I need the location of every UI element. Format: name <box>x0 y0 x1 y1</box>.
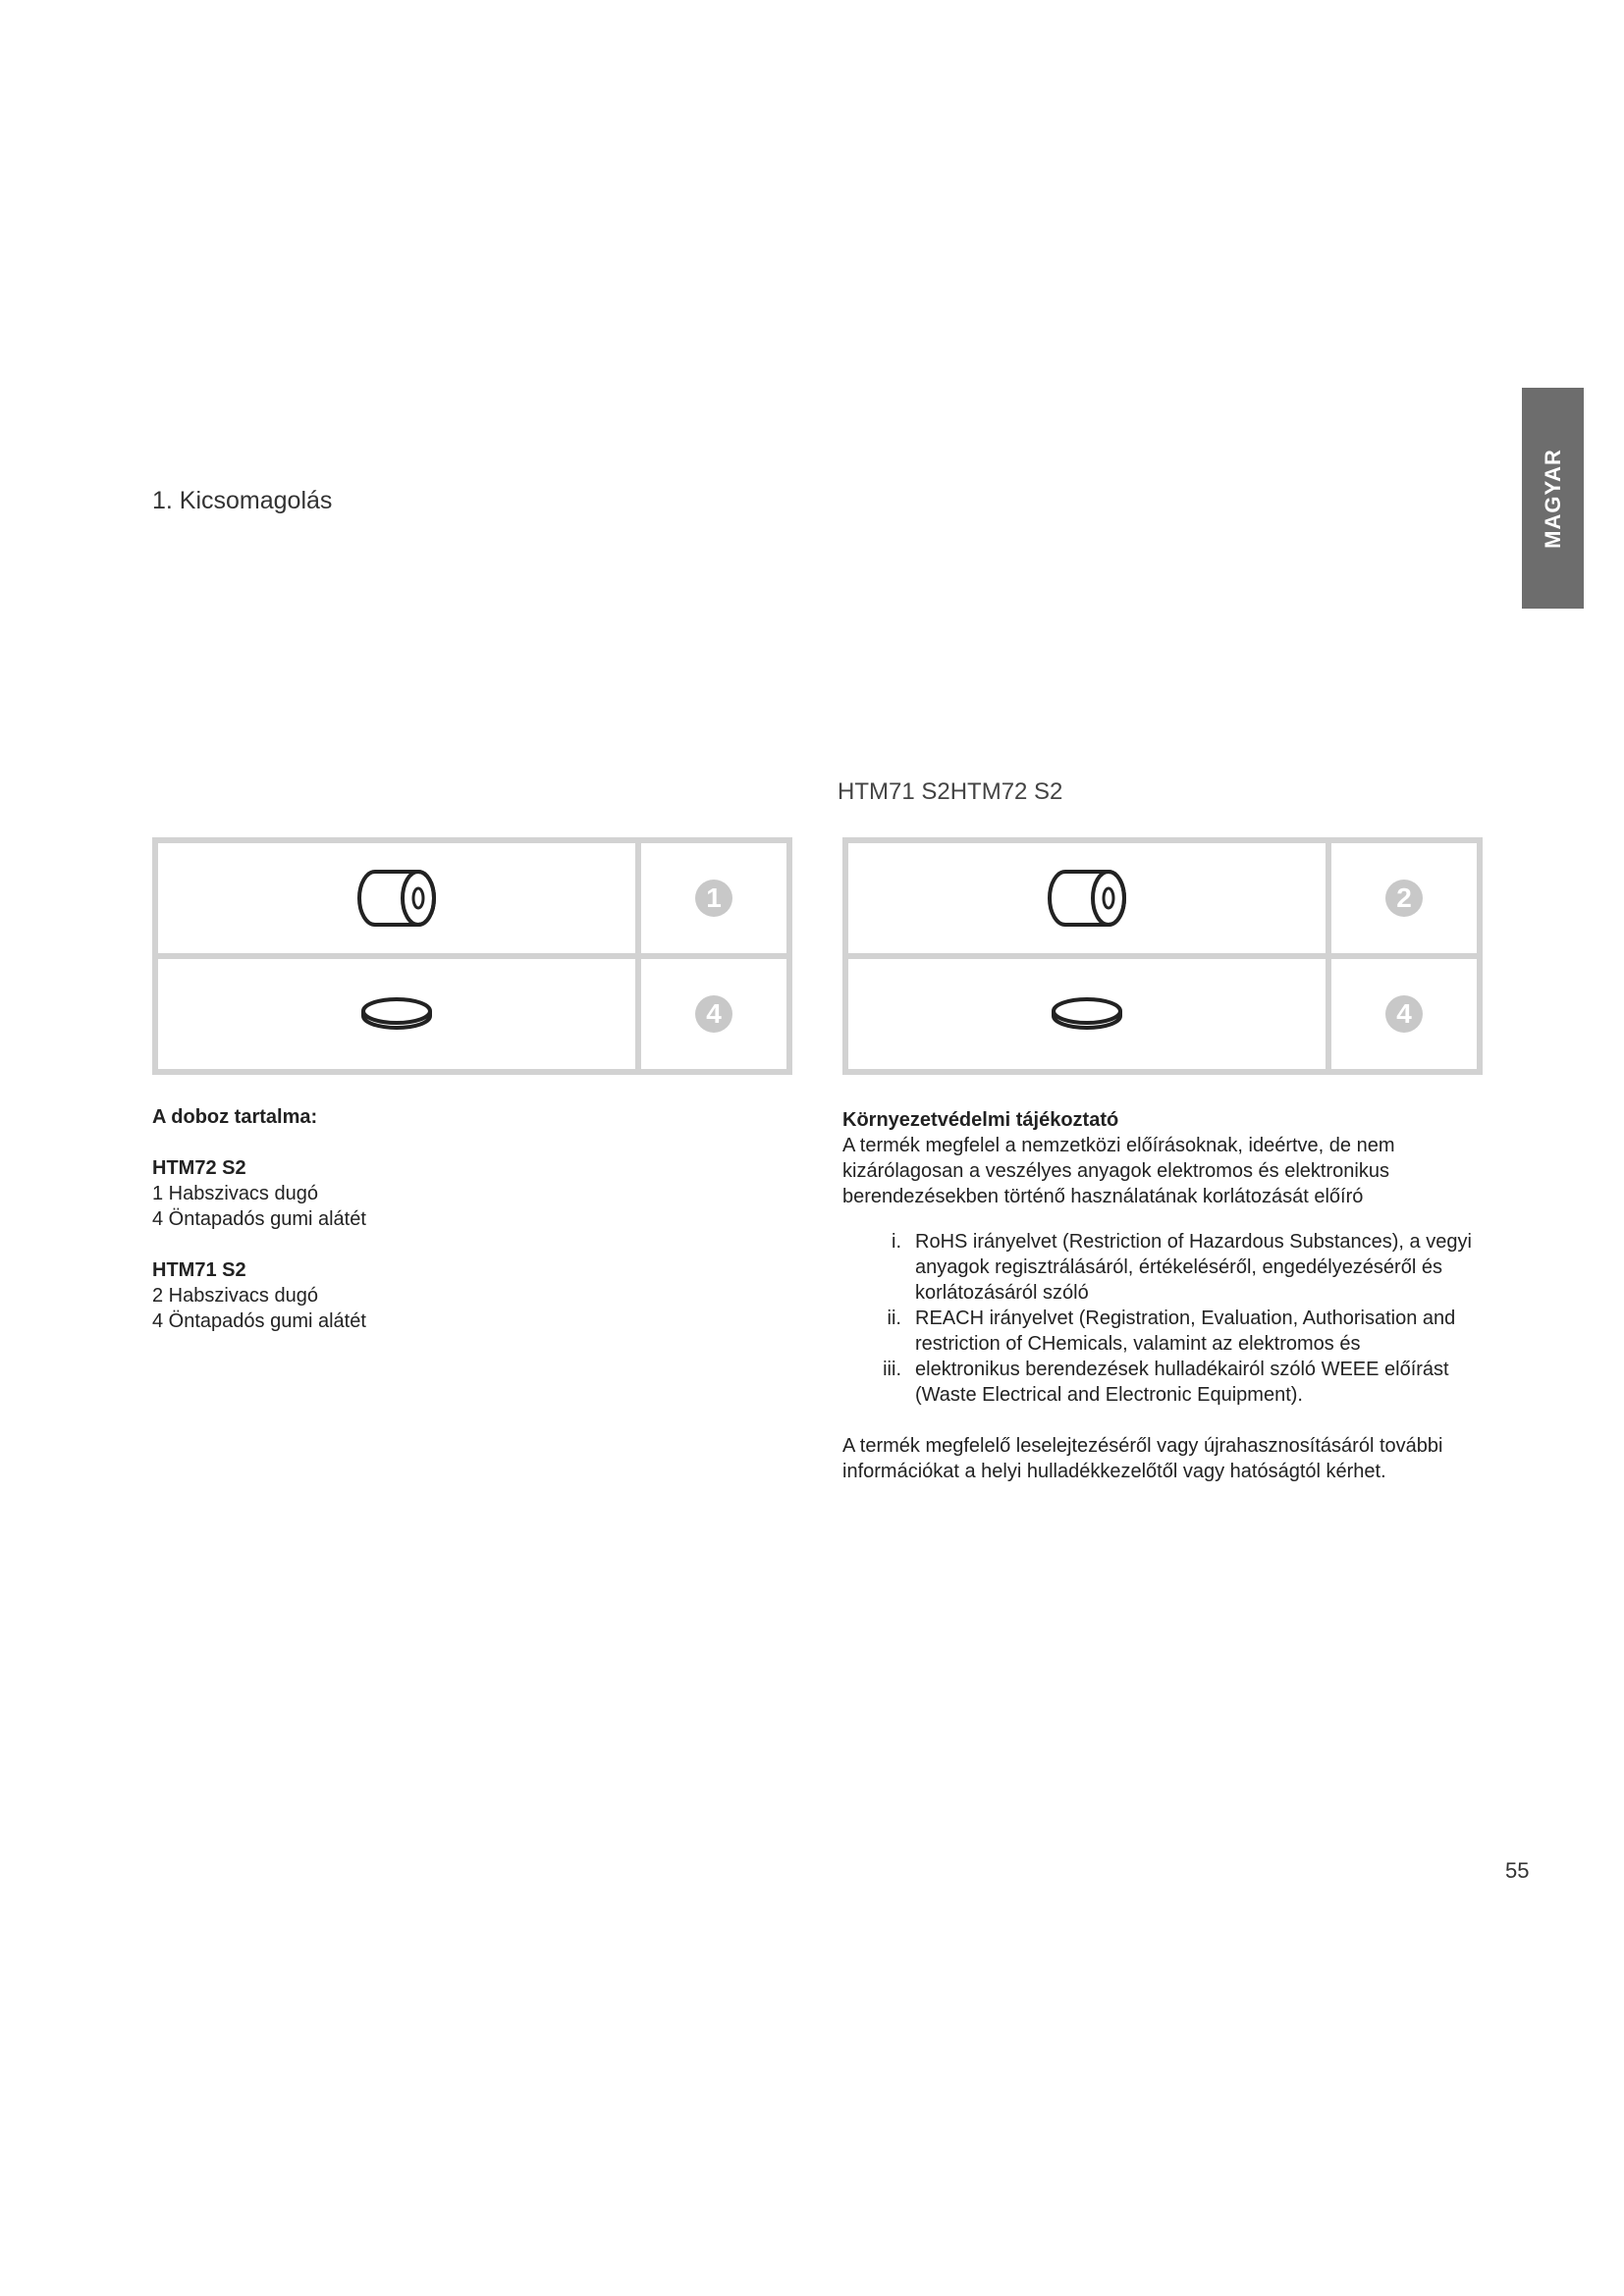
badge-cell <box>638 840 789 956</box>
badge-cell <box>1328 956 1480 1072</box>
list-number: iii. <box>883 1359 901 1380</box>
model-heading: HTM71 S2HTM72 S2 <box>838 778 1063 805</box>
list-number: ii. <box>887 1308 901 1329</box>
directive-list <box>842 1229 1490 1408</box>
foam-plug-cell <box>155 840 638 956</box>
language-tab <box>1522 388 1584 609</box>
foam-plug-cell <box>845 840 1328 956</box>
section-title: 1. Kicsomagolás <box>152 487 333 514</box>
environment-intro: A termék megfelel a nemzetközi előírásoknak, ideértve, de nem kizárólagosan a veszélyes anyagok elektromos és elektronikus berendezésekben történő használatának korlátozását előíró <box>842 1135 1395 1207</box>
rubber-pad-icon <box>357 994 436 1034</box>
quantity-badge: 2 <box>1385 880 1423 917</box>
box-contents <box>152 1104 761 1334</box>
list-number: i. <box>892 1231 901 1253</box>
quantity-badge: 4 <box>1385 995 1423 1033</box>
environment-footer: A termék megfelelő leselejtezéséről vagy újrahasznosításáról további információkat a helyi hulladékkezelőtől vagy hatóságtól kérhet. <box>842 1435 1443 1482</box>
rubber-pad-cell <box>845 956 1328 1072</box>
list-text: RoHS irányelvet (Restriction of Hazardous Substances), a vegyi anyagok regisztrálásáról, értékeléséről, engedélyezéséről és korlátozásáról szóló <box>915 1231 1472 1304</box>
rubber-pad-icon <box>1048 994 1126 1034</box>
foam-plug-icon <box>1038 864 1136 933</box>
page-number: 55 <box>1505 1858 1530 1883</box>
environment-heading: Környezetvédelmi tájékoztató <box>842 1109 1119 1131</box>
list-text: REACH irányelvet (Registration, Evaluation, Authorisation and restriction of CHemicals, valamint az elektromos és <box>915 1308 1456 1355</box>
foam-plug-icon <box>348 864 446 933</box>
list-item <box>842 1306 1490 1357</box>
parts-grid-right <box>842 837 1483 1075</box>
list-item <box>842 1357 1490 1408</box>
language-tab-label: MAGYAR <box>1540 448 1565 549</box>
quantity-badge: 1 <box>695 880 732 917</box>
box-contents-heading: A doboz tartalma: <box>152 1106 318 1128</box>
htm72-title: HTM72 S2 <box>152 1157 246 1179</box>
parts-grid-left <box>152 837 792 1075</box>
list-item: 1 Habszivacs dugó <box>152 1183 318 1204</box>
list-item: 4 Öntapadós gumi alátét <box>152 1208 366 1230</box>
list-item: 4 Öntapadós gumi alátét <box>152 1310 366 1332</box>
list-item <box>842 1229 1490 1306</box>
list-item: 2 Habszivacs dugó <box>152 1285 318 1307</box>
quantity-badge: 4 <box>695 995 732 1033</box>
list-text: elektronikus berendezések hulladékairól szóló WEEE előírást (Waste Electrical and Electronic Equipment). <box>915 1359 1449 1406</box>
environment-info <box>842 1107 1490 1484</box>
badge-cell <box>1328 840 1480 956</box>
rubber-pad-cell <box>155 956 638 1072</box>
badge-cell <box>638 956 789 1072</box>
htm71-title: HTM71 S2 <box>152 1259 246 1281</box>
